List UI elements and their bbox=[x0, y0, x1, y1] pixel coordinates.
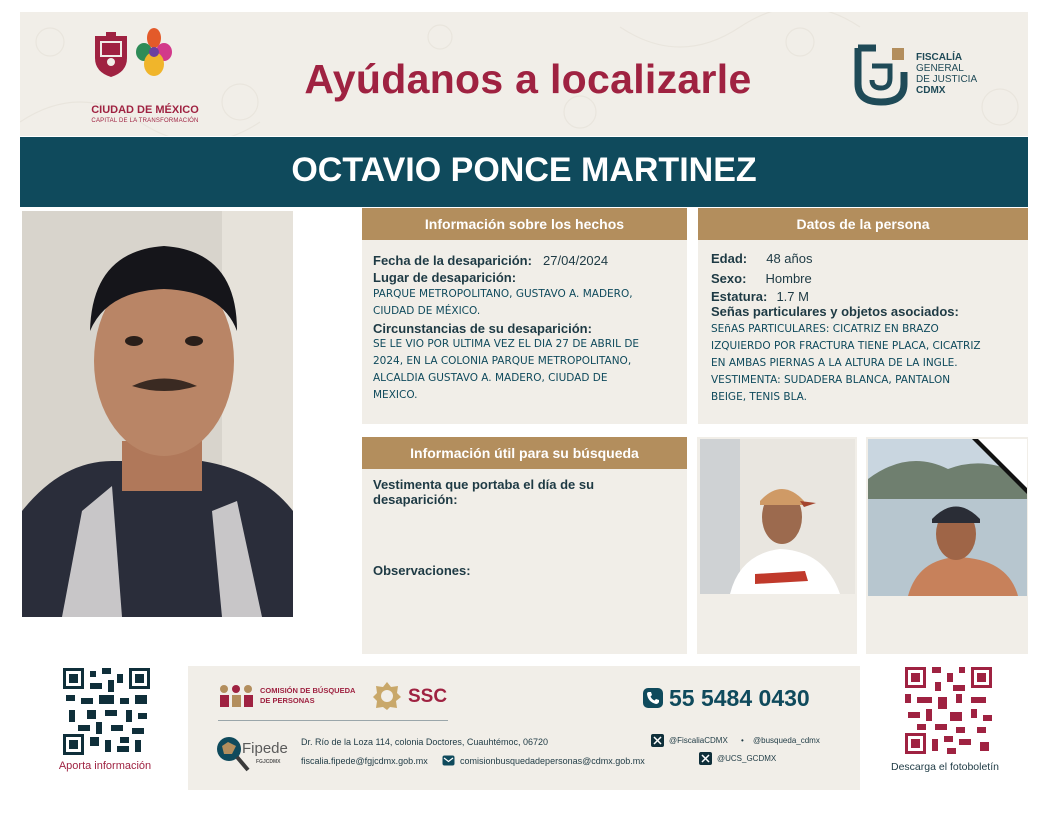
senas-line: IZQUIERDO POR FRACTURA TIENE PLACA, CICATRIZ bbox=[711, 340, 981, 352]
photo-panel-1 bbox=[697, 437, 857, 654]
fipede-label: Fipede bbox=[242, 740, 288, 757]
sexo-value: Hombre bbox=[765, 271, 812, 286]
x-social-icon bbox=[651, 734, 664, 747]
person-photo-cap-image bbox=[700, 439, 855, 594]
facts-panel-body bbox=[373, 250, 683, 404]
phone-icon bbox=[643, 688, 663, 708]
cdmx-org-subtitle: CAPITAL DE LA TRANSFORMACIÓN bbox=[91, 118, 199, 124]
qr-right-caption: Descarga el fotoboletín bbox=[891, 761, 999, 773]
search-info-body bbox=[373, 477, 683, 578]
qr-left-caption: Aporta información bbox=[58, 760, 152, 772]
photo-panel-2 bbox=[866, 437, 1028, 654]
email-comision-link[interactable]: comisionbusquedadepersonas@cdmx.gob.mx bbox=[460, 756, 645, 766]
ssc-label: SSC bbox=[408, 686, 448, 707]
name-bar bbox=[20, 137, 1028, 207]
fgj-line: CDMX bbox=[916, 85, 946, 96]
cdmx-shield-icon bbox=[92, 32, 130, 78]
estatura-value: 1.7 M bbox=[776, 289, 809, 304]
circunstancias-label: Circunstancias de su desaparición: bbox=[373, 321, 592, 336]
contact-box bbox=[188, 666, 860, 790]
cdmx-logo bbox=[80, 32, 200, 132]
flower-emblem-icon bbox=[136, 26, 172, 80]
person-data-heading: Datos de la persona bbox=[698, 208, 1028, 240]
fgj-line: DE JUSTICIA bbox=[916, 74, 978, 85]
phone-number[interactable]: 55 5484 0430 bbox=[669, 685, 810, 711]
lugar-value bbox=[373, 286, 683, 320]
search-info-heading: Información útil para su búsqueda bbox=[362, 437, 687, 469]
lugar-line: CIUDAD DE MÉXICO. bbox=[373, 305, 481, 317]
vestimenta-line: desaparición: bbox=[373, 492, 458, 507]
search-info-panel bbox=[362, 437, 687, 654]
edad-value: 48 años bbox=[766, 251, 813, 266]
cdmx-org-name: CIUDAD DE MÉXICO bbox=[91, 104, 199, 116]
main-photo bbox=[22, 211, 293, 617]
qr-code-right-icon[interactable] bbox=[905, 667, 992, 754]
fgj-line: GENERAL bbox=[916, 63, 964, 74]
circ-line: ALCALDIA GUSTAVO A. MADERO, CIUDAD DE bbox=[373, 372, 608, 384]
vestimenta-line: Vestimenta que portaba el día de su bbox=[373, 477, 595, 492]
x-social-icon bbox=[699, 752, 712, 765]
estatura-label: Estatura: bbox=[711, 289, 768, 304]
fgj-logo-icon bbox=[854, 44, 908, 106]
senas-label: Señas particulares y objetos asociados: bbox=[711, 304, 959, 319]
lugar-label: Lugar de desaparición: bbox=[373, 270, 517, 285]
address-text: Dr. Río de la Loza 114, colonia Doctores, Cuauhtémoc, 06720 bbox=[301, 737, 548, 747]
fipede-sub: FGJCDMX bbox=[256, 759, 281, 765]
comision-text bbox=[260, 686, 355, 706]
qr-code-left-icon[interactable] bbox=[63, 668, 150, 755]
fgj-line: FISCALÍA bbox=[916, 52, 963, 63]
circ-line: 2024, EN LA COLONIA PARQUE METROPOLITANO, bbox=[373, 355, 632, 367]
person-data-panel bbox=[698, 208, 1028, 424]
fecha-label: Fecha de la desaparición: bbox=[373, 253, 532, 268]
social-ucs-link[interactable]: @UCS_GCDMX bbox=[717, 754, 777, 763]
circunstancias-value bbox=[373, 336, 683, 404]
social-fiscalia-link[interactable]: @FiscaliaCDMX bbox=[669, 736, 728, 745]
senas-line: SEñAS PARTICULARES: CICATRIZ EN BRAZO bbox=[711, 323, 939, 335]
facts-panel bbox=[362, 208, 687, 424]
person-data-body bbox=[711, 248, 1026, 406]
senas-line: VESTIMENTA: SUDADERA BLANCA, PANTALON bbox=[711, 374, 951, 386]
circ-line: MEXICO. bbox=[373, 389, 418, 401]
email-fipede-link[interactable]: fiscalia.fipede@fgjcdmx.gob.mx bbox=[301, 756, 428, 766]
lugar-line: PARQUE METROPOLITANO, GUSTAVO A. MADERO, bbox=[373, 288, 633, 300]
main-title: Ayúdanos a localizarle bbox=[304, 56, 752, 102]
fgj-org-name bbox=[916, 52, 977, 96]
person-portrait-image bbox=[22, 211, 293, 617]
edad-label: Edad: bbox=[711, 251, 748, 266]
person-photo-lake-image bbox=[868, 439, 1027, 596]
divider bbox=[218, 720, 448, 721]
vestimenta-label bbox=[373, 477, 683, 507]
observaciones-label: Observaciones: bbox=[373, 563, 471, 578]
senas-line: BEIGE, TENIS BLA. bbox=[711, 391, 808, 403]
senas-value bbox=[711, 321, 1026, 406]
ssc-badge-icon bbox=[372, 681, 402, 711]
social-busqueda-link[interactable]: @busqueda_cdmx bbox=[753, 736, 820, 745]
senas-line: EN AMBAS PIERNAS A LA ALTURA DE LA INGLE. bbox=[711, 357, 958, 369]
fecha-value: 27/04/2024 bbox=[543, 253, 609, 268]
facts-panel-heading: Información sobre los hechos bbox=[362, 208, 687, 240]
comision-busqueda-icon bbox=[218, 684, 254, 708]
circ-line: SE LE VIO POR ULTIMA VEZ EL DIA 27 DE ABRIL DE bbox=[373, 338, 640, 350]
person-name: OCTAVIO PONCE MARTINEZ bbox=[291, 151, 757, 189]
comision-line: DE PERSONAS bbox=[260, 696, 315, 705]
header-banner bbox=[20, 12, 1028, 136]
email-icon bbox=[442, 755, 455, 766]
sexo-label: Sexo: bbox=[711, 271, 747, 286]
social-separator: • bbox=[741, 736, 744, 745]
comision-line: COMISIÓN DE BÚSQUEDA bbox=[260, 686, 356, 695]
